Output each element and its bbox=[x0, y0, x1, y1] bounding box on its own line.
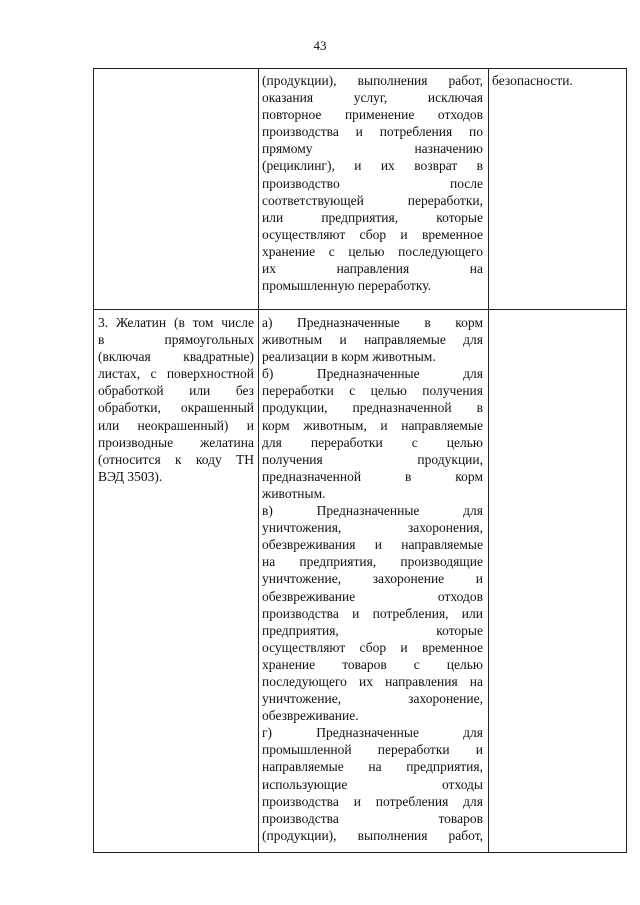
text-line: последующего их направления на bbox=[262, 673, 483, 689]
text-line: производства и потребления по bbox=[262, 124, 483, 140]
text-line: или неокрашенный) и bbox=[98, 417, 254, 433]
text-line: (продукции), выполнения работ, bbox=[262, 827, 483, 843]
text-line: промышленной переработки и bbox=[262, 742, 483, 758]
page-number: 43 bbox=[313, 38, 327, 53]
text-line: предназначенной в корм bbox=[262, 468, 483, 484]
text-line: уничтожения, захоронения, bbox=[262, 520, 483, 536]
text-line: оказания услуг, исключая bbox=[262, 90, 483, 106]
text-line: (рециклинг), и их возврат в bbox=[262, 158, 483, 174]
text-line: 3. Желатин (в том числе bbox=[98, 315, 254, 330]
text-line: а) Предназначенные в корм bbox=[262, 315, 483, 330]
text-line: обезвреживание. bbox=[262, 708, 359, 724]
text-line: г) Предназначенные для bbox=[262, 725, 483, 741]
text-line: животным и направляемые для bbox=[262, 332, 483, 348]
row1-purpose-cell bbox=[262, 72, 483, 294]
text-line: повторное применение отходов bbox=[262, 107, 483, 123]
text-line: на предприятия, производящие bbox=[262, 554, 483, 570]
table-column-divider bbox=[258, 69, 259, 852]
text-line: хранение товаров с целью bbox=[262, 656, 483, 672]
text-line: продукции, предназначенной в bbox=[262, 400, 483, 416]
text-line: получения продукции, bbox=[262, 451, 483, 467]
text-line: переработки с целью получения bbox=[262, 383, 483, 399]
text-line: соответствующей переработки, bbox=[262, 192, 483, 208]
row2-product-cell bbox=[98, 314, 254, 485]
text-line: (относится к коду ТН bbox=[98, 451, 254, 467]
text-line: обработкой или без bbox=[98, 383, 254, 399]
text-line: хранение с целью последующего bbox=[262, 243, 483, 259]
text-line: производства и потребления для bbox=[262, 793, 483, 809]
text-line: производство после bbox=[262, 175, 483, 191]
text-line: использующие отходы bbox=[262, 776, 483, 792]
table-row-divider bbox=[94, 309, 626, 310]
text-line: прямому назначению bbox=[262, 141, 483, 157]
text-line: направляемые на предприятия, bbox=[262, 759, 483, 775]
text-line: производства товаров bbox=[262, 810, 483, 826]
text-line: промышленную переработку. bbox=[262, 278, 432, 294]
row2-purpose-cell bbox=[262, 314, 483, 844]
text-line: предприятия, которые bbox=[262, 622, 483, 638]
text-line: уничтожение, захоронение и bbox=[262, 571, 483, 587]
text-line: корм животным, и направляемые bbox=[262, 417, 483, 433]
text-line: или предприятия, которые bbox=[262, 209, 483, 225]
text-line: уничтожение, захоронение, bbox=[262, 691, 483, 707]
text-line: обезвреживание отходов bbox=[262, 588, 483, 604]
text-line: осуществляют сбор и временное bbox=[262, 639, 483, 655]
text-line: (продукции), выполнения работ, bbox=[262, 73, 483, 88]
document-table bbox=[93, 68, 627, 853]
text-line: б) Предназначенные для bbox=[262, 366, 483, 382]
table-column-divider bbox=[488, 69, 489, 852]
text-line: производные желатина bbox=[98, 434, 254, 450]
text-line: в прямоугольных bbox=[98, 332, 254, 348]
text-line: их направления на bbox=[262, 261, 483, 277]
text-line: (включая квадратные) bbox=[98, 349, 254, 365]
text-line: производства и потребления, или bbox=[262, 605, 483, 621]
text-line: безопасности. bbox=[492, 73, 573, 88]
text-line: животным. bbox=[262, 485, 326, 501]
text-line: листах, с поверхностной bbox=[98, 366, 254, 382]
text-line: реализации в корм животным. bbox=[262, 349, 436, 365]
text-line: ВЭД 3503). bbox=[98, 468, 163, 484]
row1-notes-cell bbox=[492, 72, 624, 89]
text-line: обработки, окрашенный bbox=[98, 400, 254, 416]
text-line: для переработки с целью bbox=[262, 434, 483, 450]
text-line: обезвреживания и направляемые bbox=[262, 537, 483, 553]
text-line: осуществляют сбор и временное bbox=[262, 226, 483, 242]
text-line: в) Предназначенные для bbox=[262, 503, 483, 519]
